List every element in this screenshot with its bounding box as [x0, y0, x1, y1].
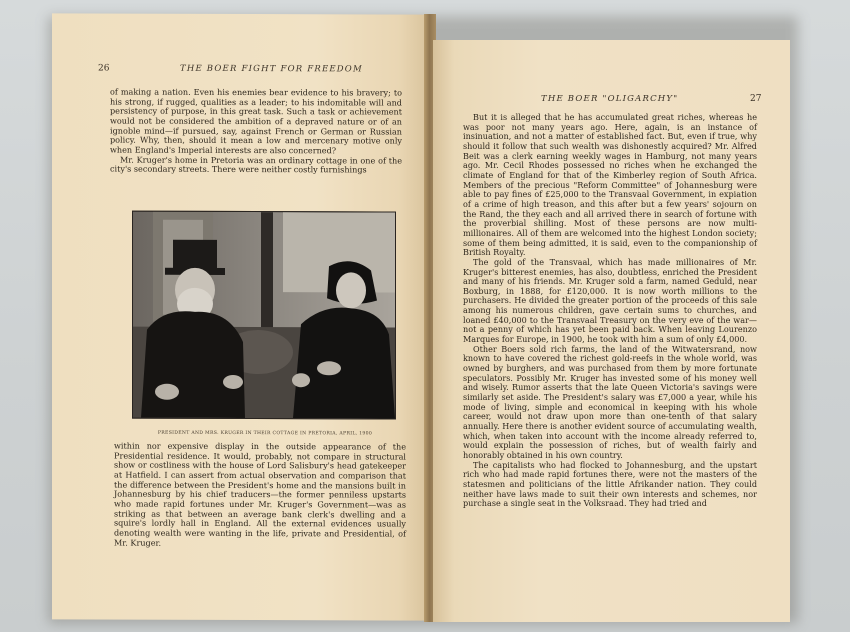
right-page-number: 27 [750, 94, 762, 104]
left-paragraph-1: of making a nation. Even his enemies bear evidence to his bravery; to his strong, if rugged, qualities as a leader; to his indomitable will and persistency of purpose, in this great task. Such a task or achievement would not be considered the ambition of a depraved nature or of an ignoble mind—if pursued, say, against French or German or Russian policy. Why, then, should it mean a low and mercenary motive only when England's Imperial interests are also concerned? [110, 86, 402, 156]
left-page-number: 26 [98, 63, 110, 74]
photo-caption: PRESIDENT AND MRS. KRUGER IN THEIR COTTAGE IN PRETORIA, APRIL, 1900 [157, 430, 373, 437]
left-text-bottom [114, 442, 406, 549]
kruger-photo [132, 211, 396, 420]
right-running-head: THE BOER "OLIGARCHY" [541, 94, 679, 104]
right-paragraph-1: But it is alleged that he has accumulated great riches, whereas he was poor not many years ago. Here, again, is an instance of insinuation, and not a matter of established fact. But, even if true, why should it follow that such wealth was dishonestly acquired? Mr. Alfred Beit was a clerk earning weekly wages in Hamburg, not many years ago. Mr. Cecil Rhodes possessed no riches when he exchanged the climate of England for that of the Kimberley region of South Africa. Members of the precious "Reform Committee" of Johannesburg were able to pay fines of £25,000 to the Transvaal Government, in expiation of a crime of high treason, and this after but a few years' sojourn on the Rand, the they each and all arrived there in search of fortune with the proverbial shilling. Most of these persons are now multi-millionaires. All of them are welcomed into the highest London society; some of them being admitted, it is said, even to the companionship of British Royalty. [463, 112, 757, 258]
right-text [463, 113, 757, 509]
kruger-couple-photo-image [133, 212, 395, 419]
left-text-top [110, 88, 402, 176]
right-paragraph-3: Other Boers sold rich farms, the land of the Witwatersrand, now known to have covered the richest gold-reefs in the whole world, was owned by burghers, and was purchased from them by more fortunate speculators. Possibly Mr. Kruger has invested some of his money well and wisely. Rumor asserts that the late Queen Victoria's savings were similarly set aside. The President's salary was £7,000 a year, while his mode of living, simple and economical in keeping with his whole career, would not draw upon more than one-tenth of that salary annually. Here there is another evident source of accumulating wealth, which, when taken into account with the income already referred to, would explain the possession of riches, but of wealth fairly and honorably obtained in his own country. [463, 343, 757, 460]
left-running-head: THE BOER FIGHT FOR FREEDOM [180, 63, 363, 75]
left-paragraph-2: Mr. Kruger's home in Pretoria was an ordinary cottage in one of the city's secondary streets. There were neither costly furnishings [110, 154, 402, 175]
right-paragraph-4: The capitalists who had flocked to Johannesburg, and the upstart rich who had made rapid fortunes there, were not the masters of the statesmen and politicians of the little Afrikander nation. They could neither have laws made to suit their own interests and schemes, nor purchase a single seat in the Volksraad. They had tried and [463, 459, 757, 509]
left-page [52, 13, 429, 620]
right-paragraph-2: The gold of the Transvaal, which has made millionaires of Mr. Kruger's bitterest enemies, has also, doubtless, enriched the President and many of his friends. Mr. Kruger sold a farm, named Geduld, near Boxburg, in 1888, for £120,000. It is now worth millions to the purchasers. He divided the greater portion of the proceeds of this sale among his numerous children, gave certain sums to churches, and loaned £40,000 to the Transvaal Treasury on the very eve of the war—not a penny of which has yet been paid back. When leaving Lourenzo Marques for Europe, in 1900, he took with him a sum of only £4,000. [463, 256, 757, 345]
left-paragraph-3: within nor expensive display in the outside appearance of the Presidential residence. It would, probably, not compare in structural show or costliness with the house of Lord Salisbury's head gatekeeper at Hatfield. I can assert from actual observation and comparison that the difference between the President's home and the mansions built in Johannesburg by his chief traducers—the former penniless upstarts who made rapid fortunes under Mr. Kruger's Government—was as striking as that between an average bank clerk's dwelling and a squire's lordly hall in England. All the external evidences usually denoting wealth were wanting in the life, private and Presidential, of Mr. Kruger. [114, 440, 406, 548]
right-page [433, 40, 790, 622]
